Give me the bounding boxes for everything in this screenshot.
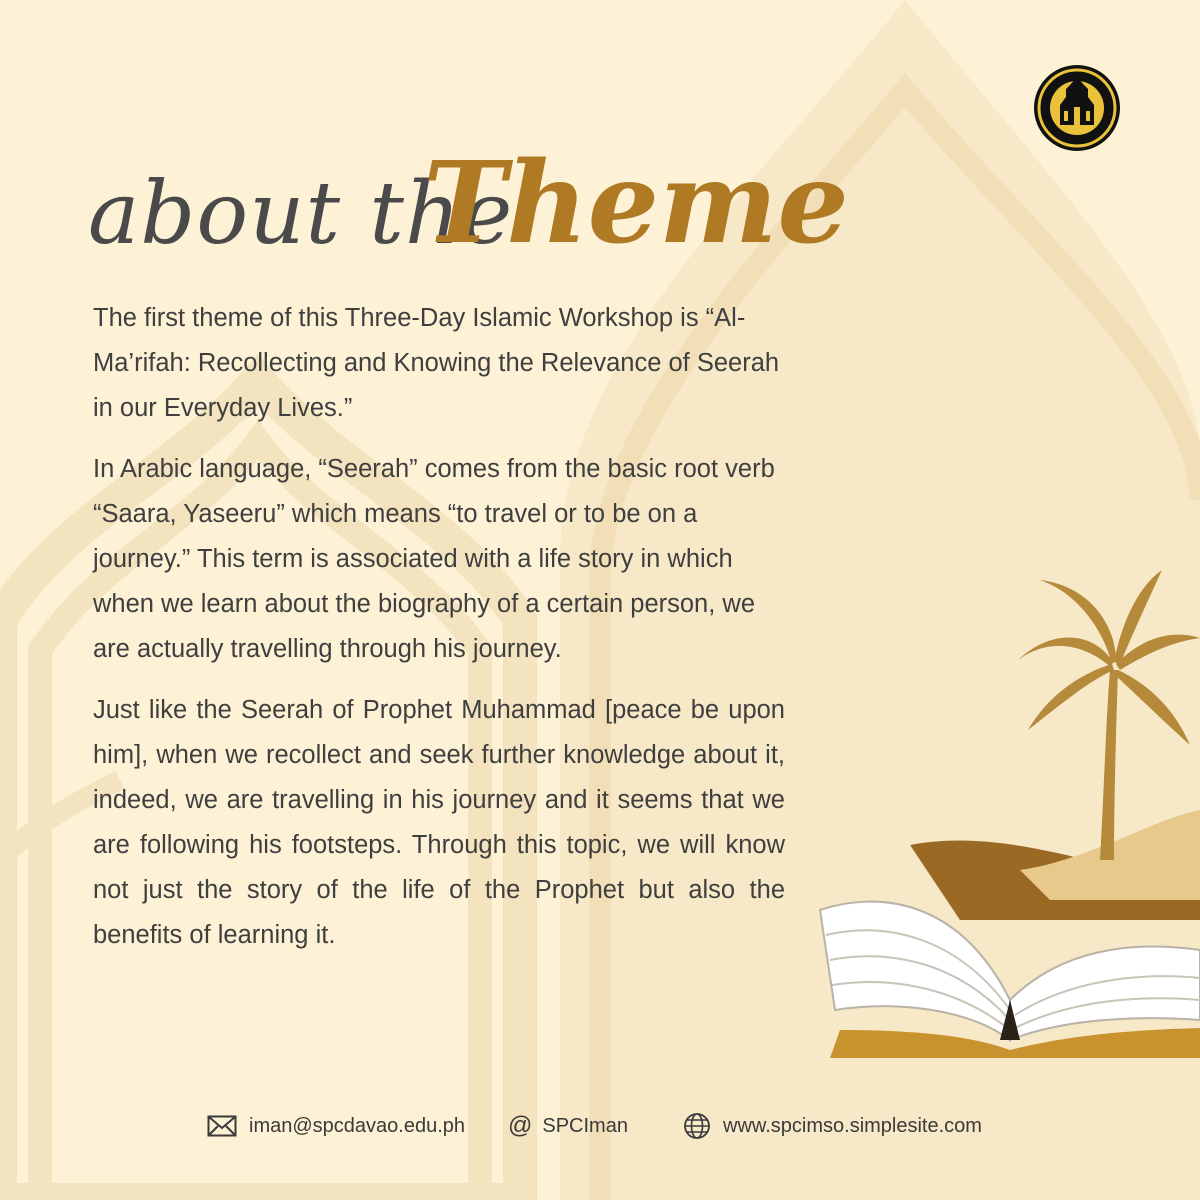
paragraph-1: The first theme of this Three-Day Islamic Workshop is “Al-Ma’rifah: Recollecting and Knowing the Relevance of Seerah in our Everyday Lives.” [93,304,780,422]
footer-website[interactable] [683,1108,982,1144]
paragraph-3: Just like the Seerah of Prophet Muhammad [peace be upon him], when we recollect and seek further knowledge about it, indeed, we are travelling in his journey and it seems that we are following his footsteps. Through this topic, we will know not just the story of the life of the Prophet but also the benefits of learning it. [93,696,785,949]
title [88,138,849,270]
palm-tree-illustration [900,560,1200,920]
paragraph-2: In Arabic language, “Seerah” comes from the basic root verb “Saara, Yaseeru” which means “to travel or to be on a journey.” This term is associated with a life story in which when we learn about the biography of a certain person, we are actually travelling through his journey. [93,455,775,663]
globe-icon [683,1112,711,1140]
footer-contacts [0,1108,1200,1148]
website-text: www.spcimso.simplesite.com [723,1114,982,1137]
at-sign-icon: @ [508,1112,533,1139]
handle-text: SPCIman [542,1114,628,1137]
envelope-icon [207,1115,237,1137]
footer-email[interactable] [207,1108,465,1144]
email-text: iman@spcdavao.edu.ph [249,1114,465,1137]
footer-handle[interactable] [508,1108,628,1144]
organization-logo [1032,63,1122,153]
title-prefix: about the [88,164,514,264]
title-emphasis: Theme [423,138,849,269]
open-book-illustration [810,880,1200,1060]
body-text [93,296,785,974]
